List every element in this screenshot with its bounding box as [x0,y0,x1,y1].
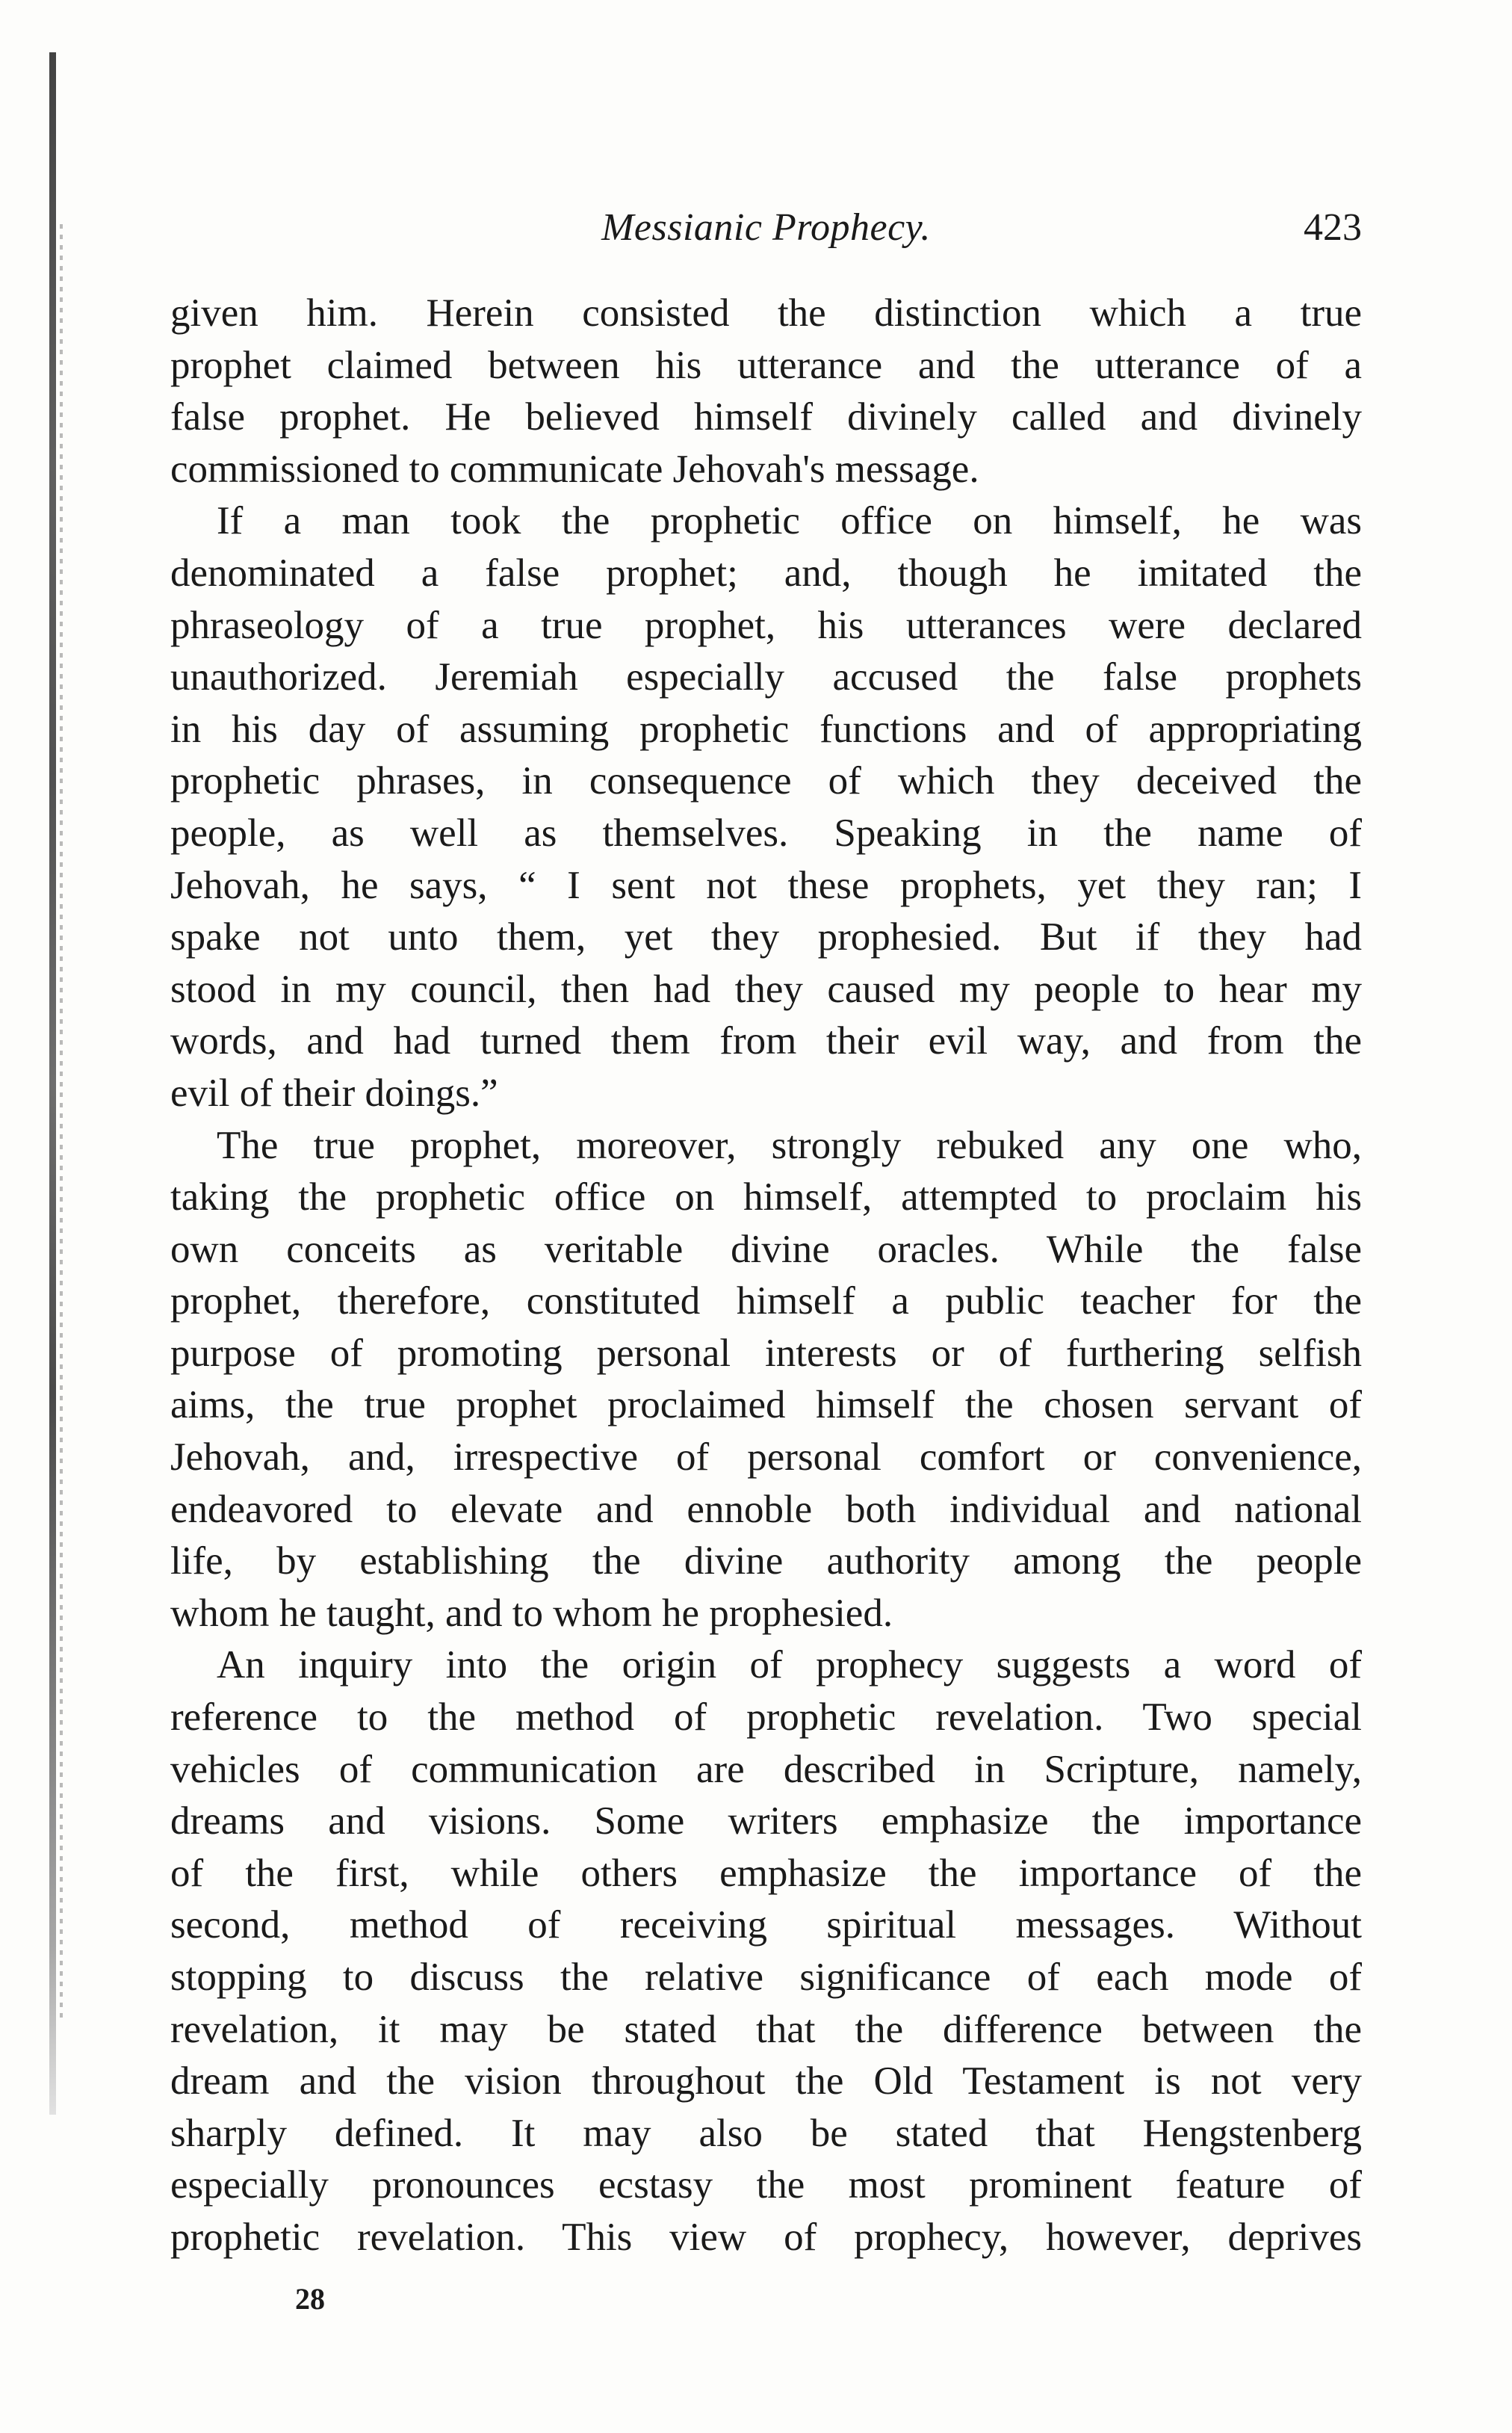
text-line: revelation, it may be stated that the difference between the [170,2007,1362,2051]
text-line: vehicles of communication are described in Scripture, namely, [170,1747,1362,1791]
body-text [170,288,1362,2264]
text-line: If a man took the prophetic office on himself, he was [217,499,1362,543]
text-line: commissioned to communicate Jehovah's message. [170,447,979,491]
text-line: stood in my council, then had they caused my people to hear my [170,967,1362,1011]
text-line: second, method of receiving spiritual messages. Without [170,1903,1362,1947]
running-head [170,202,1362,254]
text-line: Jehovah, and, irrespective of personal comfort or convenience, [170,1435,1362,1480]
text-line: An inquiry into the origin of prophecy suggests a word of [217,1643,1362,1687]
text-line: spake not unto them, yet they prophesied. But if they had [170,915,1362,959]
text-line: in his day of assuming prophetic functions and of appropriating [170,707,1362,751]
text-line: whom he taught, and to whom he prophesied. [170,1591,893,1635]
text-line: people, as well as themselves. Speaking in the name of [170,811,1362,855]
text-line: evil of their doings.” [170,1071,498,1115]
text-line: endeavored to elevate and ennoble both individual and national [170,1487,1362,1531]
page-number: 423 [1304,206,1362,249]
text-line: prophetic phrases, in consequence of which they deceived the [170,759,1362,803]
text-line: sharply defined. It may also be stated that Hengstenberg [170,2111,1362,2155]
binding-stitch-marks [60,224,63,2018]
text-line: taking the prophetic office on himself, attempted to proclaim his [170,1175,1362,1219]
text-line: stopping to discuss the relative significance of each mode of [170,1956,1362,1999]
text-line: aims, the true prophet proclaimed himself the chosen servant of [170,1383,1362,1427]
signature-mark: 28 [295,2282,325,2316]
binding-edge-shadow [49,52,56,2115]
text-line: Jehovah, he says, “ I sent not these prophets, yet they ran; I [170,863,1362,907]
text-line: phraseology of a true prophet, his utterances were declared [170,603,1362,647]
text-line: false prophet. He believed himself divinely called and divinely [170,395,1362,439]
text-line: dreams and visions. Some writers emphasize the importance [170,1799,1362,1843]
text-line: reference to the method of prophetic revelation. Two special [170,1695,1362,1740]
text-line: life, by establishing the divine authority among the people [170,1539,1362,1583]
text-line: of the first, while others emphasize the importance of the [170,1851,1362,1895]
text-line: prophet, therefore, constituted himself a public teacher for the [170,1279,1362,1323]
text-line: unauthorized. Jeremiah especially accused the false prophets [170,655,1362,699]
text-line: denominated a false prophet; and, though he imitated the [170,551,1362,595]
text-line: given him. Herein consisted the distinction which a true [170,291,1362,335]
text-line: dream and the vision throughout the Old Testament is not very [170,2059,1362,2103]
text-line: prophetic revelation. This view of prophecy, however, deprives [170,2215,1362,2259]
text-line: The true prophet, moreover, strongly rebuked any one who, [217,1123,1362,1167]
text-line: especially pronounces ecstasy the most prominent feature of [170,2163,1362,2207]
text-line: prophet claimed between his utterance and the utterance of a [170,343,1362,387]
running-title: Messianic Prophecy. [601,206,931,249]
text-line: words, and had turned them from their evil way, and from the [170,1019,1362,1063]
text-line: own conceits as veritable divine oracles. While the false [170,1227,1362,1271]
text-line: purpose of promoting personal interests or of furthering selfish [170,1331,1362,1375]
